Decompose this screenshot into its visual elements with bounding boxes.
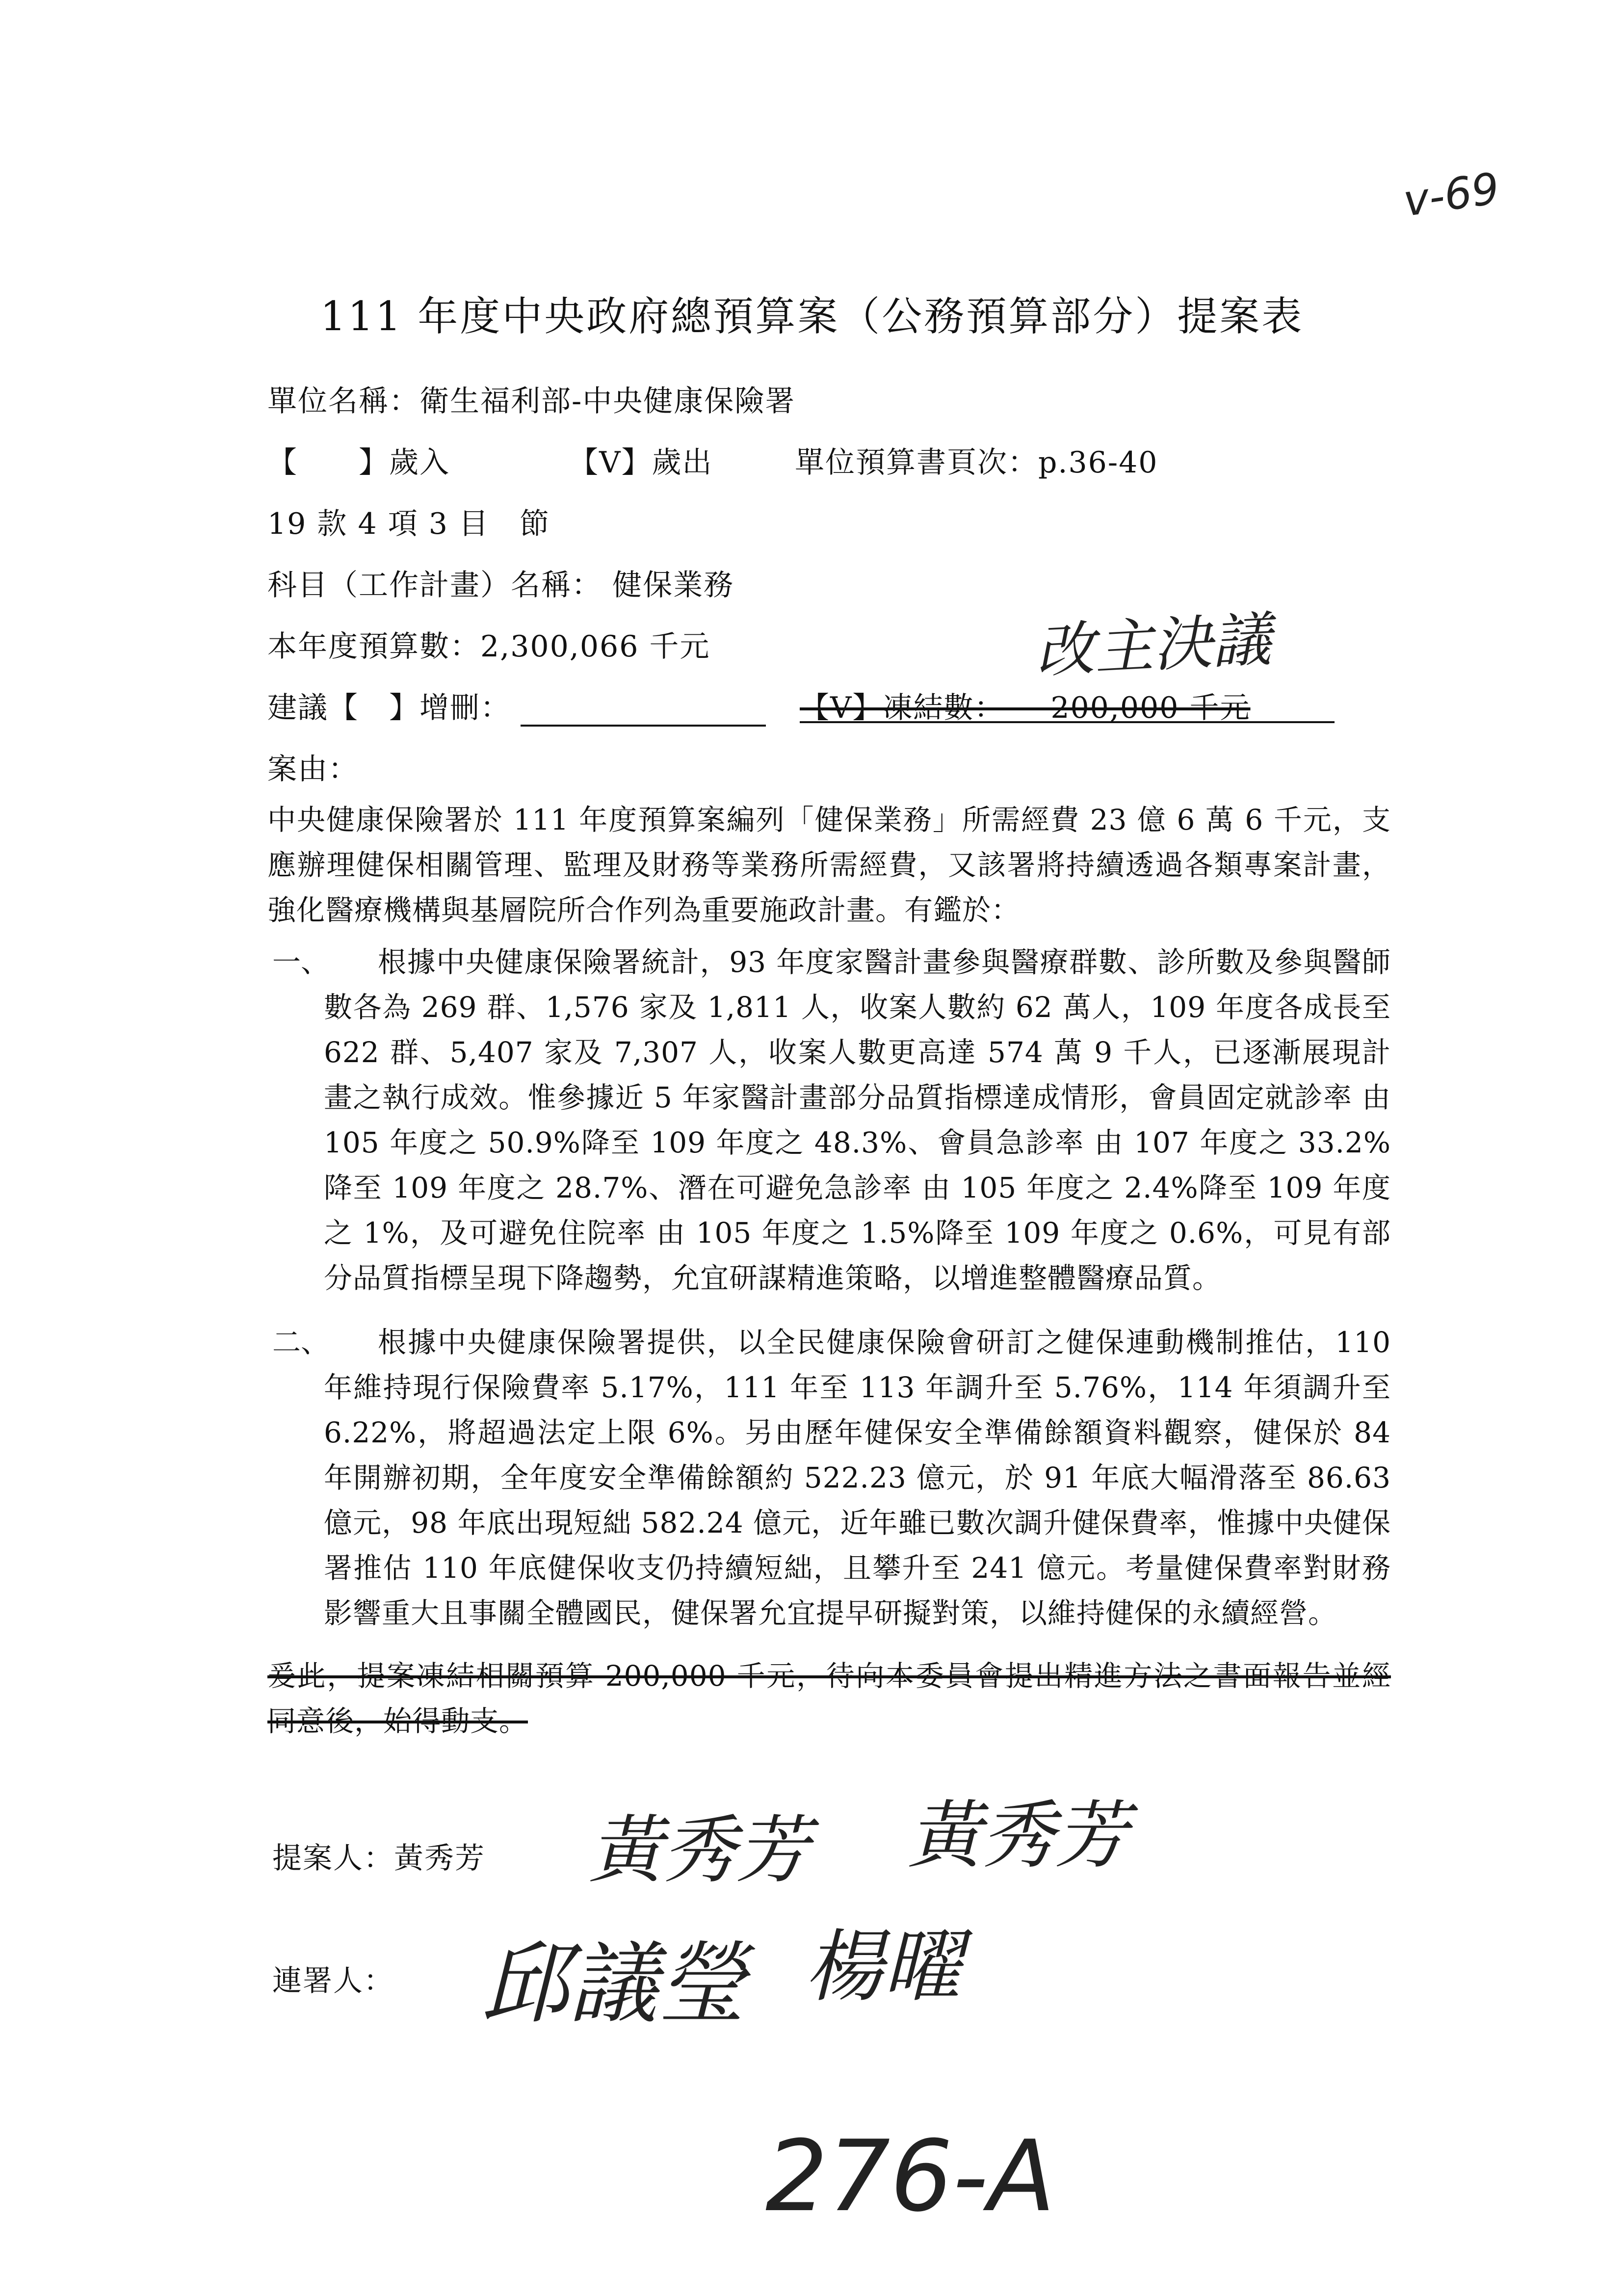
budget-label: 本年度預算數： [267, 629, 480, 664]
cosigner-signature: 楊曜 [805, 1921, 962, 2012]
conclusion-text: 爰此，提案凍結相關預算 200,000 千元，待向本委員會提出精進方法之書面報告並經同意後，始得動支。 [267, 1659, 1391, 1738]
point-text: 根據中央健康保險署提供，以全民健康保險會研訂之健保連動機制推估，110 年維持現行保險費率 5.17%，111 年至 113 年調升至 5.76%，114 年須調升至 6.22%，將超過法定上限 6%。另由歷年健保安全準備餘額資料觀察，健保於 84 年開辦初期，全年度安全準備餘額約 522.23 億元，於 91 年底大幅滑落至 86.63 億元，98 年底出現短絀 582.24 億元，近年雖已數次調升健保費率，惟據中央健保署推估 110 年底健保收支仍持續短絀，且攀升至 241 億元。考量健保費率對財務影響重大且事關全體國民，健保署允宜提早研擬對策，以維持健保的永續經營。 [324, 1326, 1391, 1630]
cosigner-signature: 邱議瑩 [481, 1933, 746, 2035]
proposer-signature: 黃秀芳 [589, 1808, 810, 1893]
suggestion-field [267, 684, 766, 727]
item-code: 19 款 4 項 3 目 節 [267, 507, 550, 541]
suggestion-label: 建議【 】增刪： [267, 691, 511, 725]
point-number: 二、 [272, 1326, 330, 1359]
proposer-name: 黃秀芳 [394, 1841, 485, 1876]
subject-label: 科目（工作計畫）名稱： [267, 568, 602, 602]
point-text: 根據中央健康保險署統計，93 年度家醫計畫參與醫療群數、診所數及參與醫師數各為 269 群、1,576 家及 1,811 人，收案人數約 62 萬人，109 年度各成長至 622 群、5,407 家及 7,307 人，收案人數更高達 574 萬 9 千人，已逐漸展現計畫之執行成效。惟參據近 5 年家醫計畫部分品質指標達成情形，會員固定就診率 由 105 年度之 50.9%降至 109 年度之 48.3%、會員急診率 由 107 年度之 33.2%降至 109 年度之 28.7%、潛在可避免急診率 由 105 年度之 2.4%降至 109 年度之 1%，及可避免住院率 由 105 年度之 1.5%降至 109 年度之 0.6%，可見有部分品質指標呈現下降趨勢，允宜研謀精進策略，以增進整體醫療品質。 [324, 945, 1391, 1295]
proposer-signature: 黃秀芳 [908, 1793, 1129, 1879]
page-ref-value: p.36-40 [1038, 445, 1158, 480]
intro-paragraph: 中央健康保險署於 111 年度預算案編列「健保業務」所需經費 23 億 6 萬 6 千元，支應辦理健保相關管理、監理及財務等業務所需經費，又該署將持續透過各類專案計畫，強化醫療機構與基層院所合作列為重要施政計畫。有鑑於： [267, 803, 1391, 927]
page-title: 111 年度中央政府總預算案（公務預算部分）提案表 [320, 293, 1304, 340]
reason-label: 案由： [267, 752, 359, 786]
revenue-expense-field [267, 439, 713, 481]
page-ref-field [795, 439, 1158, 481]
proposer-label: 提案人： [272, 1841, 394, 1876]
budget-field [267, 623, 710, 665]
subject-value: 健保業務 [612, 568, 734, 602]
freeze-rule [800, 721, 1335, 723]
proposer-field [272, 1835, 485, 1877]
conclusion-paragraph [267, 1653, 1391, 1744]
suggestion-blank [521, 696, 766, 727]
cosigner-label: 連署人： [272, 1964, 394, 1998]
page-number: 276-A [765, 2119, 1055, 2234]
unit-field [267, 378, 795, 420]
expense-checkbox: 【V】歲出 [569, 445, 713, 480]
budget-value: 2,300,066 千元 [480, 629, 710, 664]
unit-value: 衛生福利部-中央健康保險署 [419, 384, 796, 418]
corner-annotation: v-69 [1400, 162, 1503, 227]
subject-field [267, 562, 734, 604]
freeze-field [800, 684, 1251, 727]
unit-label: 單位名稱： [267, 384, 419, 418]
point-number: 一、 [272, 945, 330, 979]
handwritten-decision: 改主決議 [1034, 605, 1273, 686]
revenue-checkbox: 【 】歲入 [267, 445, 450, 480]
freeze-amount: 【V】凍結數： 200,000 千元 [800, 691, 1251, 725]
page-ref-label: 單位預算書頁次： [795, 445, 1038, 480]
